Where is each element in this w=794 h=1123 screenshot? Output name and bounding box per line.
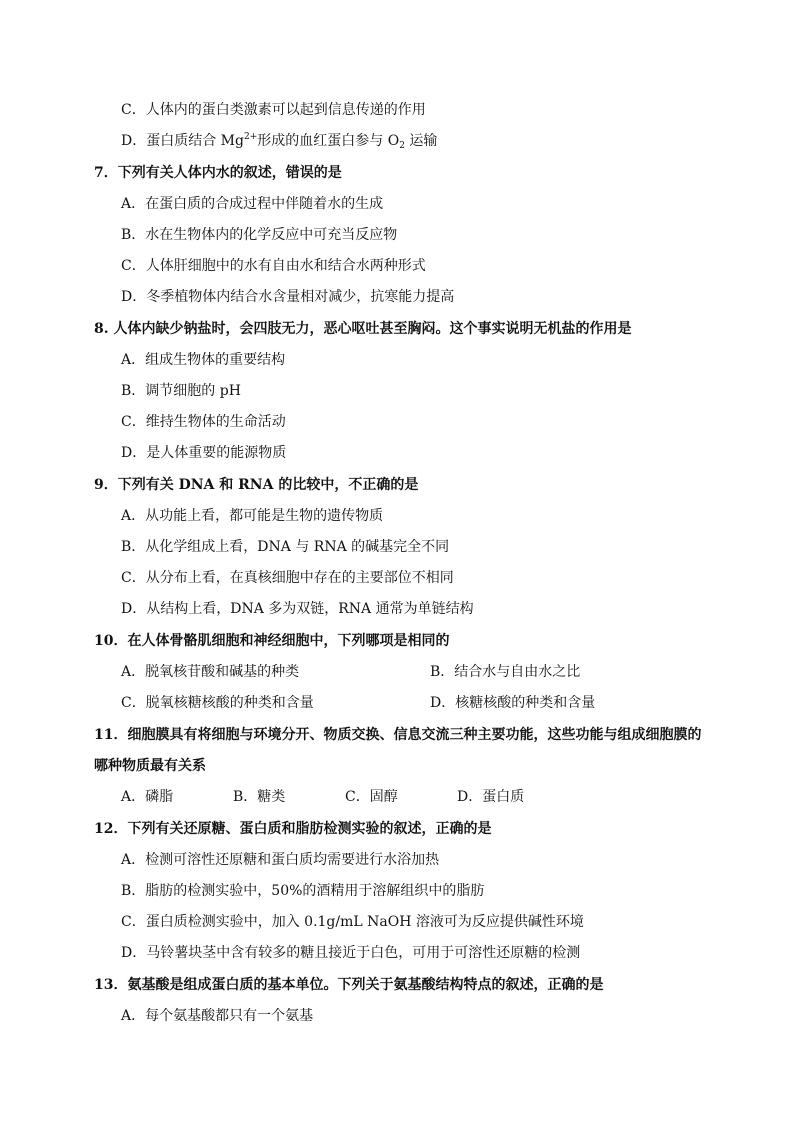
q9-option-a: A．从功能上看，都可能是生物的遗传物质 bbox=[121, 508, 384, 524]
q13-option-a: A．每个氨基酸都只有一个氨基 bbox=[121, 1008, 314, 1024]
q10-option-b: B．结合水与自由水之比 bbox=[430, 664, 581, 680]
q6-option-d-text-2: 形成的血红蛋白参与 O bbox=[257, 133, 400, 149]
q8-option-b: B．调节细胞的 pH bbox=[121, 383, 241, 399]
q10-option-a: A．脱氧核苷酸和碱基的种类 bbox=[121, 664, 300, 680]
q8-option-c: C．维持生物体的生命活动 bbox=[121, 414, 286, 430]
q7-option-d: D．冬季植物体内结合水含量相对减少，抗寒能力提高 bbox=[121, 289, 455, 305]
q6-option-d-text-1: D．蛋白质结合 Mg bbox=[121, 133, 244, 149]
q9-stem: 9．下列有关 DNA 和 RNA 的比较中，不正确的是 bbox=[94, 477, 419, 493]
q10-option-c: C．脱氧核糖核酸的种类和含量 bbox=[121, 695, 314, 711]
o2-subscript: 2 bbox=[399, 141, 405, 151]
q12-option-c: C．蛋白质检测实验中，加入 0.1g/mL NaOH 溶液可为反应提供碱性环境 bbox=[121, 914, 584, 930]
q11-option-a: A．磷脂 bbox=[121, 789, 174, 805]
q7-option-a: A．在蛋白质的合成过程中伴随着水的生成 bbox=[121, 196, 384, 212]
q7-stem: 7．下列有关人体内水的叙述，错误的是 bbox=[94, 165, 342, 181]
q12-option-a: A．检测可溶性还原糖和蛋白质均需要进行水浴加热 bbox=[121, 852, 440, 868]
q8-option-a: A．组成生物体的重要结构 bbox=[121, 352, 286, 368]
q6-option-d bbox=[121, 132, 437, 150]
q6-option-c: C．人体内的蛋白类激素可以起到信息传递的作用 bbox=[121, 102, 426, 118]
q7-option-b: B．水在生物体内的化学反应中可充当反应物 bbox=[121, 227, 398, 243]
q11-option-c: C．固醇 bbox=[345, 789, 398, 805]
q10-stem: 10．在人体骨骼肌细胞和神经细胞中，下列哪项是相同的 bbox=[94, 633, 450, 649]
q12-stem: 12．下列有关还原糖、蛋白质和脂肪检测实验的叙述，正确的是 bbox=[94, 821, 492, 837]
q12-option-b: B．脂肪的检测实验中，50%的酒精用于溶解组织中的脂肪 bbox=[121, 883, 485, 899]
q6-option-d-text-3: 运输 bbox=[404, 133, 438, 149]
mg-charge-superscript: 2+ bbox=[243, 132, 258, 142]
q12-option-d: D．马铃薯块茎中含有较多的糖且接近于白色，可用于可溶性还原糖的检测 bbox=[121, 945, 581, 961]
q9-option-b: B．从化学组成上看，DNA 与 RNA 的碱基完全不同 bbox=[121, 539, 450, 555]
q8-stem: 8. 人体内缺少钠盐时，会四肢无力，恶心呕吐甚至胸闷。这个事实说明无机盐的作用是 bbox=[94, 321, 632, 337]
q11-option-d: D．蛋白质 bbox=[457, 789, 525, 805]
q11-stem-line-1: 11．细胞膜具有将细胞与环境分开、物质交换、信息交流三种主要功能，这些功能与组成细胞膜的 bbox=[94, 727, 702, 743]
q11-option-b: B．糖类 bbox=[233, 789, 286, 805]
q9-option-d: D．从结构上看，DNA 多为双链，RNA 通常为单链结构 bbox=[121, 601, 474, 617]
q13-stem: 13．氨基酸是组成蛋白质的基本单位。下列关于氨基酸结构特点的叙述，正确的是 bbox=[94, 977, 604, 993]
q10-option-d: D．核糖核酸的种类和含量 bbox=[430, 695, 596, 711]
q11-stem-line-2: 哪种物质最有关系 bbox=[94, 758, 206, 774]
q7-option-c: C．人体肝细胞中的水有自由水和结合水两种形式 bbox=[121, 258, 426, 274]
q9-option-c: C．从分布上看，在真核细胞中存在的主要部位不相同 bbox=[121, 570, 454, 586]
q8-option-d: D．是人体重要的能源物质 bbox=[121, 445, 287, 461]
